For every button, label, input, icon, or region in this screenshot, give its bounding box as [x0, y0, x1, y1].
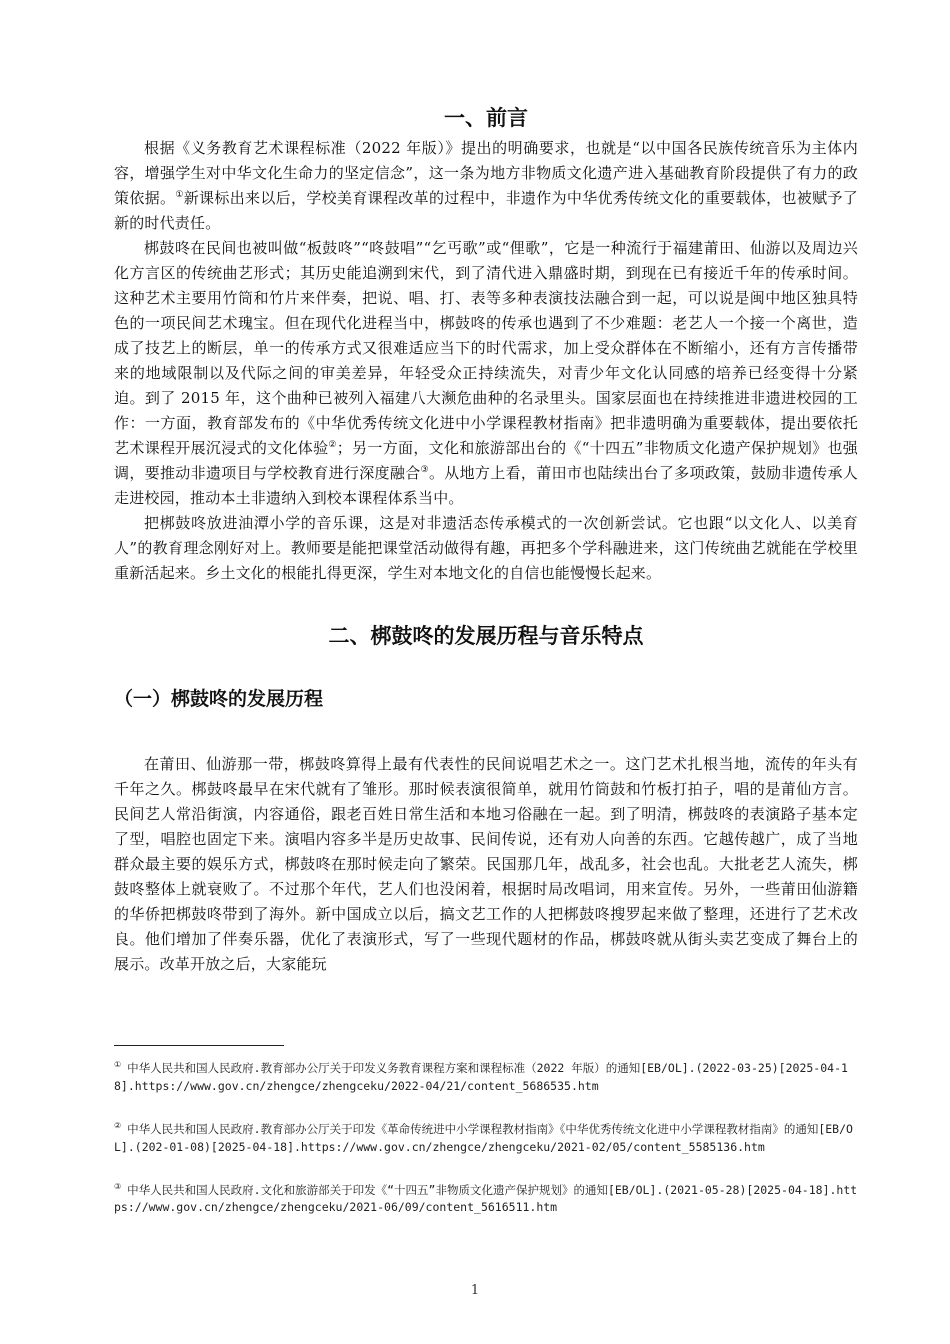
footnote-mark: ①: [114, 1060, 122, 1069]
footnote-text: 中华人民共和国人民政府.教育部办公厅关于印发《革命传统进中小学课程教材指南》《中华优秀传统文化进中小学课程教材指南》的通知[EB/OL].(202-01-08)[2025-04-18].https://www.gov.cn/zhengce/zhengceku/2021-02/05/content_5585136.htm: [114, 1121, 853, 1154]
main-content: [114, 100, 858, 977]
page-number: 1: [470, 1283, 480, 1298]
preface-paragraph-2: [114, 236, 858, 511]
footnote-ref-2[interactable]: ②: [328, 440, 337, 450]
footnotes: [114, 1045, 858, 1238]
preface-paragraph-3: [114, 511, 858, 586]
history-paragraph: 在莆田、仙游那一带，梆鼓咚算得上最有代表性的民间说唱艺术之一。这门艺术扎根当地，流传的年头有千年之久。梆鼓咚最早在宋代就有了雏形。那时候表演很简单，就用竹筒鼓和竹板打拍子，唱的是莆仙方言。民间艺人常沿街演，内容通俗，跟老百姓日常生活和本地习俗融在一起。到了明清，梆鼓咚的表演路子基本定了型，唱腔也固定下来。演唱内容多半是历史故事、民间传说，还有劝人向善的东西。它越传越广，成了当地群众最主要的娱乐方式，梆鼓咚在那时候走向了繁荣。民国那几年，战乱多，社会也乱。大批老艺人流失，梆鼓咚整体上就衰败了。不过那个年代，艺人们也没闲着，根据时局改唱词，用来宣传。另外，一些莆田仙游籍的华侨把梆鼓咚带到了海外。新中国成立以后，搞文艺工作的人把梆鼓咚搜罗起来做了整理，还进行了艺术改良。他们增加了伴奏乐器，优化了表演形式，写了一些现代题材的作品，梆鼓咚就从街头卖艺变成了舞台上的展示。改革开放之后，大家能玩: [114, 755, 858, 973]
footnote-text: 中华人民共和国人民政府.教育部办公厅关于印发义务教育课程方案和课程标准（2022 年版）的通知[EB/OL].(2022-03-25)[2025-04-18].https://www.gov.cn/zhengce/zhengceku/2022-04/21/content_5686535.htm: [114, 1060, 848, 1093]
footnote-3: [114, 1178, 858, 1217]
footnote-1: [114, 1056, 858, 1095]
footnote-mark: ③: [114, 1181, 122, 1191]
footnote-ref-1[interactable]: ①: [175, 190, 184, 200]
paragraph-text: 梆鼓咚在民间也被叫做“板鼓咚”“咚鼓唱”“乞丐歌”或“俚歌”，它是一种流行于福建莆田、仙游以及周边兴化方言区的传统曲艺形式；其历史能追溯到宋代，到了清代进入鼎盛时期，到现在已有接近千年的传承时间。这种艺术主要用竹筒和竹片来伴奏，把说、唱、打、表等多种表演技法融合到一起，可以说是闽中地区独具特色的一项民间艺术瑰宝。但在现代化进程当中，梆鼓咚的传承也遇到了不少难题：老艺人一个接一个离世，造成了技艺上的断层，单一的传承方式又很难适应当下的时代需求，加上受众群体在不断缩小，还有方言传播带来的地域限制以及代际之间的审美差异，年轻受众正持续流失，对青少年文化认同感的培养已经变得十分紧迫。到了 2015 年，这个曲种已被列入福建八大濒危曲种的名录里头。国家层面也在持续推进非遗进校园的工作：一方面，教育部发布的《中华优秀传统文化进中小学课程教材指南》把非遗明确为重要载体，提出要依托艺术课程开展沉浸式的文化体验: [114, 239, 858, 457]
subsection-title-history: （一）梆鼓咚的发展历程: [114, 688, 324, 710]
paragraph-text: 。从地方上看，莆田市也陆续出台了多项政策，鼓励非遗传承人走进校园，推动本土非遗纳入到校本课程体系当中。: [114, 464, 858, 507]
paragraph-text: 根据《义务教育艺术课程标准（2022 年版）》提出的明确要求，也就是“以中国各民族传统音乐为主体内容，增强学生对中华文化生命力的坚定信念”，这一条为地方非物质文化遗产进入基础教育阶段提供了有力的政策依据。: [114, 139, 858, 207]
footnote-ref-3[interactable]: ③: [420, 465, 429, 475]
footnote-text: 中华人民共和国人民政府.文化和旅游部关于印发《“十四五”非物质文化遗产保护规划》的通知[EB/OL].(2021-05-28)[2025-04-18].https://www.gov.cn/zhengce/zhengceku/2021-06/09/content_5616511.htm: [114, 1182, 858, 1215]
paragraph-text: 把梆鼓咚放进油潭小学的音乐课，这是对非遗活态传承模式的一次创新尝试。它也跟“以文化人、以美育人”的教育理念刚好对上。教师要是能把课堂活动做得有趣，再把多个学科融进来，这门传统曲艺就能在学校里重新活起来。乡土文化的根能扎得更深，学生对本地文化的自信也能慢慢长起来。: [114, 514, 858, 582]
footnote-2: [114, 1117, 858, 1156]
footnote-divider: [114, 1045, 284, 1046]
section-title-development: 二、梆鼓咚的发展历程与音乐特点: [328, 624, 644, 648]
footnote-mark: ②: [114, 1120, 122, 1130]
paragraph-text: 新课标出来以后，学校美育课程改革的过程中，非遗作为中华优秀传统文化的重要载体，也被赋予了新的时代责任。: [114, 189, 858, 232]
section-title-preface: 一、前言: [444, 106, 528, 130]
paragraph-text: ；另一方面，文化和旅游部出台的《“十四五”非物质文化遗产保护规划》也强调，要推动非遗项目与学校教育进行深度融合: [114, 439, 858, 482]
preface-paragraph-1: [114, 136, 858, 236]
